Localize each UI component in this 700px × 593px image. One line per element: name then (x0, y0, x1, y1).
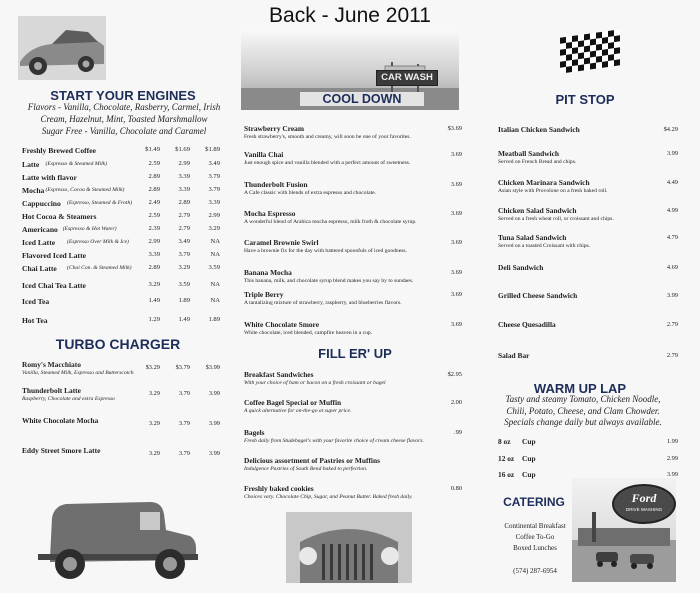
item-name: Freshly baked cookies (244, 484, 314, 493)
item-description: A wonderful blend of Arabica mocha espresso, milk froth & chocolate syrup. (244, 219, 417, 225)
item-name: Latte with flavor (22, 173, 77, 182)
item-price: 3.99 (666, 150, 678, 157)
item-price: 2.00 (450, 399, 462, 406)
ford-sign-subtitle: DRIVE WASHING (625, 507, 663, 512)
item-price: $3.99 (205, 364, 220, 371)
menu-item (22, 360, 222, 378)
item-price: 3.39 (148, 251, 160, 258)
fill-er-up-heading: FILL ER' UP (318, 346, 392, 361)
item-price: 3.99 (208, 420, 220, 427)
item-price: $3.69 (447, 125, 462, 132)
item-price: 3.29 (208, 225, 220, 232)
menu-item (498, 263, 686, 272)
item-unit: Cup (522, 454, 536, 463)
item-price: 3.69 (450, 151, 462, 158)
item-price: 3.99 (208, 450, 220, 457)
turbo-charger-heading: TURBO CHARGER (55, 336, 181, 352)
item-price: NA (210, 297, 220, 304)
item-price: 2.79 (666, 352, 678, 359)
item-price: 1.49 (178, 316, 190, 323)
item-description: Served on French Bread and chips. (498, 159, 577, 165)
item-name: Mocha (22, 186, 45, 195)
checkered-flag (558, 24, 628, 74)
menu-item (22, 386, 222, 404)
item-price: 2.79 (178, 225, 190, 232)
page-title: Back - June 2011 (269, 4, 431, 27)
checkered-flag-icon (558, 24, 628, 74)
item-price: 2.49 (148, 199, 160, 206)
item-description: Raspberry, Chocolate and extra Espresso (22, 396, 115, 402)
ford-sign (612, 484, 676, 524)
item-price: 2.89 (148, 186, 160, 193)
item-name: Bagels (244, 428, 265, 437)
item-price: 2.79 (178, 212, 190, 219)
item-name: Mocha Espresso (244, 209, 296, 218)
item-name: Chicken Salad Sandwich (498, 206, 577, 215)
menu-row (22, 160, 222, 170)
item-name: Iced Tea (22, 297, 50, 306)
menu-row (22, 316, 222, 326)
menu-item (244, 484, 462, 502)
item-name: Thunderbolt Latte (22, 386, 81, 395)
item-description: A tantalizing mixture of strawberry, raspberry, and blueberries flavors. (244, 300, 402, 306)
menu-item (244, 456, 462, 474)
pit-stop-heading: PIT STOP (555, 92, 615, 107)
menu-item (244, 238, 462, 256)
item-price: NA (210, 238, 220, 245)
item-price: $3.79 (175, 364, 190, 371)
menu-item (498, 454, 686, 463)
car-icon (18, 16, 106, 80)
truck-icon (30, 488, 200, 583)
menu-row (22, 264, 222, 274)
item-name: Strawberry Cream (244, 124, 304, 133)
catering-line-1: Continental Breakfast (504, 522, 566, 530)
item-price: 2.89 (148, 173, 160, 180)
item-price: $4.29 (663, 126, 678, 133)
item-price: $1.89 (205, 146, 220, 153)
item-name: Grilled Cheese Sandwich (498, 291, 578, 300)
item-note: (Chai Con. & Steamed Milk) (67, 265, 132, 271)
menu-row (22, 199, 222, 209)
item-price: 3.49 (178, 238, 190, 245)
item-name: Triple Berry (244, 290, 284, 299)
soups-description: Tasty and steamy Tomato, Chicken Noodle, Chili, Potato, Cheese, and Clam Chowder. Specials change daily but always available. (504, 394, 662, 427)
item-description: Vanilla, Steamed Milk, Espresso and Butterscotch (22, 370, 134, 376)
menu-item (498, 125, 686, 134)
item-name: Deli Sandwich (498, 263, 544, 272)
item-size: 16 oz (498, 470, 515, 479)
menu-row (22, 186, 222, 196)
item-price: 3.39 (178, 173, 190, 180)
item-price: 3.29 (148, 281, 160, 288)
menu-row (22, 212, 222, 222)
item-description: Asian style with Provolone on a fresh baked roll. (498, 188, 608, 194)
item-unit: Cup (522, 470, 536, 479)
menu-row (22, 173, 222, 183)
item-price: 4.79 (666, 234, 678, 241)
item-price: 1.89 (178, 297, 190, 304)
item-note: (Espresso & Steamed Milk) (45, 161, 107, 167)
item-description: Choices vary. Chocolate Chip, Sugar, and Peanut Butter. Baked fresh daily. (244, 494, 413, 500)
item-name: Chicken Marinara Sandwich (498, 178, 590, 187)
item-description: Fresh strawberry's, smooth and creamy, will soon be one of your favorites. (244, 134, 411, 140)
mustang-photo (18, 16, 106, 80)
menu-item (244, 290, 462, 308)
item-price: 3.69 (450, 269, 462, 276)
start-engines-heading: START YOUR ENGINES (50, 88, 196, 103)
item-price: 3.99 (208, 390, 220, 397)
item-name: Eddy Street Smore Latte (22, 446, 101, 455)
menu-item (244, 124, 462, 142)
item-price: 2.89 (148, 264, 160, 271)
menu-item (244, 268, 462, 286)
grille-photo (286, 512, 412, 583)
warm-up-lap-heading: WARM UP LAP (533, 381, 627, 396)
item-name: Hot Cocoa & Steamers (22, 212, 97, 221)
item-price: 3.49 (208, 160, 220, 167)
catering-line-2: Coffee To-Go (515, 533, 555, 541)
item-unit: Cup (522, 437, 536, 446)
menu-item (244, 428, 462, 446)
item-name: Vanilla Chai (244, 150, 284, 159)
menu-row (22, 146, 222, 156)
menu-item (498, 149, 686, 167)
item-price: 2.79 (666, 321, 678, 328)
item-description: White chocolate, iced blended, campfire heaven in a cup. (244, 330, 373, 336)
item-price: 4.69 (666, 264, 678, 271)
item-price: 3.79 (178, 420, 190, 427)
item-price: 4.49 (666, 179, 678, 186)
menu-item (498, 320, 686, 329)
item-note: (Espresso, Steamed & Froth) (67, 200, 133, 206)
item-price: 3.79 (178, 390, 190, 397)
item-price: 3.79 (178, 251, 190, 258)
item-name: White Chocolate Mocha (22, 416, 99, 425)
item-name: White Chocolate Smore (244, 320, 319, 329)
menu-item (244, 209, 462, 227)
item-name: Americano (22, 225, 58, 234)
menu-item (498, 178, 686, 196)
item-name: Tuna Salad Sandwich (498, 233, 567, 242)
menu-item (244, 150, 462, 168)
ford-logo-text: Ford (631, 491, 657, 505)
catering-line-3: Boxed Lunches (513, 544, 557, 552)
vintage-truck-photo (30, 488, 200, 583)
item-name: Cheese Quesadilla (498, 320, 556, 329)
item-price: 2.39 (148, 225, 160, 232)
item-price: $3.29 (145, 364, 160, 371)
item-name: Salad Bar (498, 351, 530, 360)
item-price: 3.29 (148, 390, 160, 397)
item-price: NA (210, 251, 220, 258)
item-price: 3.69 (450, 239, 462, 246)
item-price: 0.80 (450, 485, 462, 492)
item-price: $1.49 (145, 146, 160, 153)
cool-down-heading: COOL DOWN (300, 92, 424, 106)
item-description: A Cafe classic with blends of extra espresso and chocolate. (244, 190, 377, 196)
item-name: Thunderbolt Fusion (244, 180, 308, 189)
menu-row (22, 281, 222, 291)
item-name: Breakfast Sandwiches (244, 370, 314, 379)
menu-item (244, 320, 462, 338)
menu-row (22, 297, 222, 307)
item-price: 3.79 (208, 173, 220, 180)
menu-item (498, 437, 686, 446)
item-price: 3.39 (208, 199, 220, 206)
item-price: 4.99 (666, 207, 678, 214)
item-name: Iced Latte (22, 238, 56, 247)
item-price: 3.69 (450, 291, 462, 298)
item-price: 2.99 (148, 238, 160, 245)
item-name: Caramel Brownie Swirl (244, 238, 319, 247)
menu-item (244, 398, 462, 416)
item-price: 3.59 (178, 281, 190, 288)
item-price: 3.69 (450, 210, 462, 217)
menu-item (244, 370, 462, 388)
item-price: 3.69 (450, 321, 462, 328)
item-price: 1.99 (666, 438, 678, 445)
item-name: Chai Latte (22, 264, 57, 273)
item-price: 3.59 (208, 264, 220, 271)
item-description: A quick alternative for on-the-go at super price. (244, 408, 352, 414)
menu-item (498, 291, 686, 300)
item-name: Iced Chai Tea Latte (22, 281, 86, 290)
item-price: 3.99 (666, 292, 678, 299)
item-note: (Espresso, Cocoa & Steamed Milk) (45, 187, 125, 193)
item-name: Banana Mocha (244, 268, 292, 277)
item-name: Coffee Bagel Special or Muffin (244, 398, 342, 407)
item-name: Romy's Macchiato (22, 360, 81, 369)
item-price: 3.39 (178, 186, 190, 193)
item-name: Freshly Brewed Coffee (22, 146, 96, 155)
item-price: $2.95 (447, 371, 462, 378)
item-description: Fresh daily from Studebagel's with your favorite choice of cream cheese flavors. (244, 438, 424, 444)
item-name: Cappuccino (22, 199, 61, 208)
menu-row (22, 251, 222, 261)
item-price: 2.59 (148, 212, 160, 219)
menu-item (498, 233, 686, 251)
menu-item (22, 446, 222, 455)
item-price: 3.99 (666, 471, 678, 478)
item-price: 3.79 (208, 186, 220, 193)
flavors-text: Flavors - Vanilla, Chocolate, Rasberry, Carmel, Irish Cream, Hazelnut, Mint, Toasted Marshmallow (27, 102, 221, 124)
item-description: Served on a fresh wheat roll, or croissant and chips. (498, 216, 614, 222)
item-name: Hot Tea (22, 316, 48, 325)
item-price: 2.89 (178, 199, 190, 206)
item-name: Italian Chicken Sandwich (498, 125, 580, 134)
item-price: NA (210, 281, 220, 288)
menu-item (498, 351, 686, 360)
item-price: $1.69 (175, 146, 190, 153)
item-name: Flavored Iced Latte (22, 251, 86, 260)
ford-dealership-photo (572, 478, 676, 582)
item-price: 3.79 (178, 450, 190, 457)
item-price: 2.59 (148, 160, 160, 167)
menu-row (22, 238, 222, 248)
item-price: 2.99 (666, 455, 678, 462)
item-price: 3.69 (450, 181, 462, 188)
item-price: 3.29 (148, 450, 160, 457)
item-description: Have a brownie fix for the day with battered spoonfuls of iced goodness. (244, 248, 407, 254)
sugar-free-text: Sugar Free - Vanilla, Chocolate and Caramel (41, 126, 207, 136)
item-description: Served on a toasted Croissant with chips. (498, 243, 591, 249)
item-price: 1.29 (148, 316, 160, 323)
menu-item (498, 206, 686, 224)
item-name: Latte (22, 160, 40, 169)
item-price: 3.29 (178, 264, 190, 271)
item-size: 12 oz (498, 454, 515, 463)
item-price: 2.99 (178, 160, 190, 167)
item-price: 3.29 (148, 420, 160, 427)
item-price: 1.49 (148, 297, 160, 304)
catering-heading: CATERING (503, 495, 565, 509)
item-name: Meatball Sandwich (498, 149, 559, 158)
menu-item (244, 180, 462, 198)
menu-row (22, 225, 222, 235)
item-description: This banana, milk, and chocolate syrup blend makes you say by to sundaes. (244, 278, 414, 284)
item-note: (Espresso & Hot Water) (62, 226, 117, 232)
item-note: (Espresso Over Milk & Ice) (67, 239, 129, 245)
menu-item (22, 416, 222, 425)
item-size: 8 oz (498, 437, 511, 446)
item-name: Delicious assortment of Pastries or Muffins (244, 456, 380, 465)
item-description: Just enough spice and vanilla blended with a perfect amount of sweetness. (244, 160, 411, 166)
item-description: Indulgence Pastries of South Bend baked to perfection. (244, 466, 368, 472)
item-price: .99 (454, 429, 462, 436)
item-description: With your choice of ham or bacon on a fresh croissant or bagel (244, 380, 386, 386)
catering-phone[interactable]: (574) 287-6954 (513, 567, 557, 575)
item-price: 1.89 (208, 316, 220, 323)
car-wash-sign: CAR WASH (376, 70, 438, 86)
grille-icon (286, 512, 412, 583)
item-price: 2.99 (208, 212, 220, 219)
